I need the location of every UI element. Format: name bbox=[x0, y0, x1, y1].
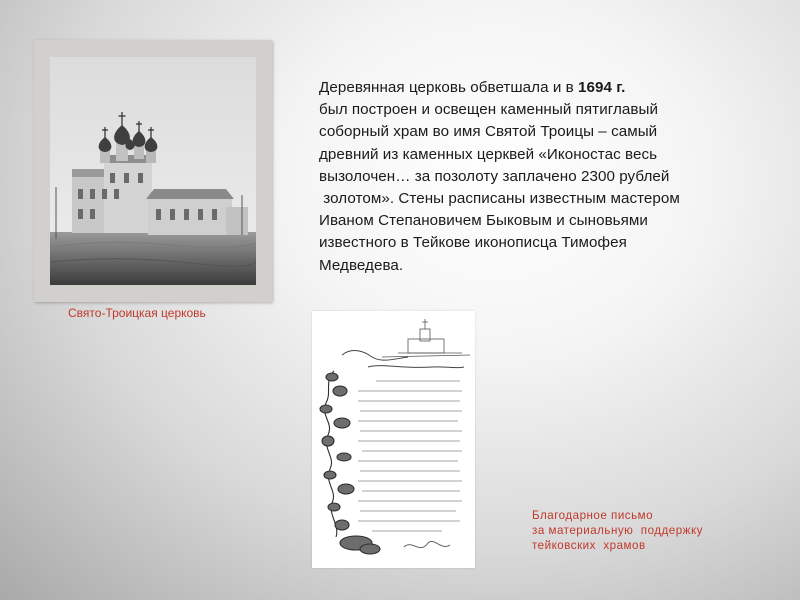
text-line: золотом». Стены расписаны известным мастером bbox=[319, 190, 680, 208]
main-text bbox=[319, 77, 759, 277]
photo-caption: Свято-Троицкая церковь bbox=[68, 306, 206, 320]
letter-caption-line: тейковских храмов bbox=[532, 539, 646, 552]
text-line: был построен и освещен каменный пятиглавый bbox=[319, 101, 659, 119]
text-line bbox=[319, 77, 759, 99]
year-highlight: 1694 г. bbox=[578, 79, 626, 96]
text-line: Медведева. bbox=[319, 256, 404, 274]
church-photo bbox=[34, 40, 272, 302]
church-photo-image bbox=[50, 57, 256, 285]
text-line: вызолочен… за позолоту заплачено 2300 рублей bbox=[319, 167, 670, 185]
letter-illustration bbox=[312, 311, 475, 568]
text-line: соборный храм во имя Святой Троицы – самый bbox=[319, 123, 658, 141]
letter-caption-line: Благодарное письмо bbox=[532, 509, 654, 522]
letter-caption-line: за материальную поддержку bbox=[532, 524, 703, 537]
text-line: Иваном Степановичем Быковым и сыновьями bbox=[319, 212, 648, 230]
thank-you-letter-image bbox=[312, 311, 475, 568]
text-line: известного в Тейкове иконописца Тимофея bbox=[319, 234, 627, 252]
text-line: древний из каменных церквей «Иконостас весь bbox=[319, 145, 658, 163]
letter-caption bbox=[532, 508, 703, 553]
text-line1-pre: Деревянная церковь обветшала и в bbox=[319, 79, 579, 96]
